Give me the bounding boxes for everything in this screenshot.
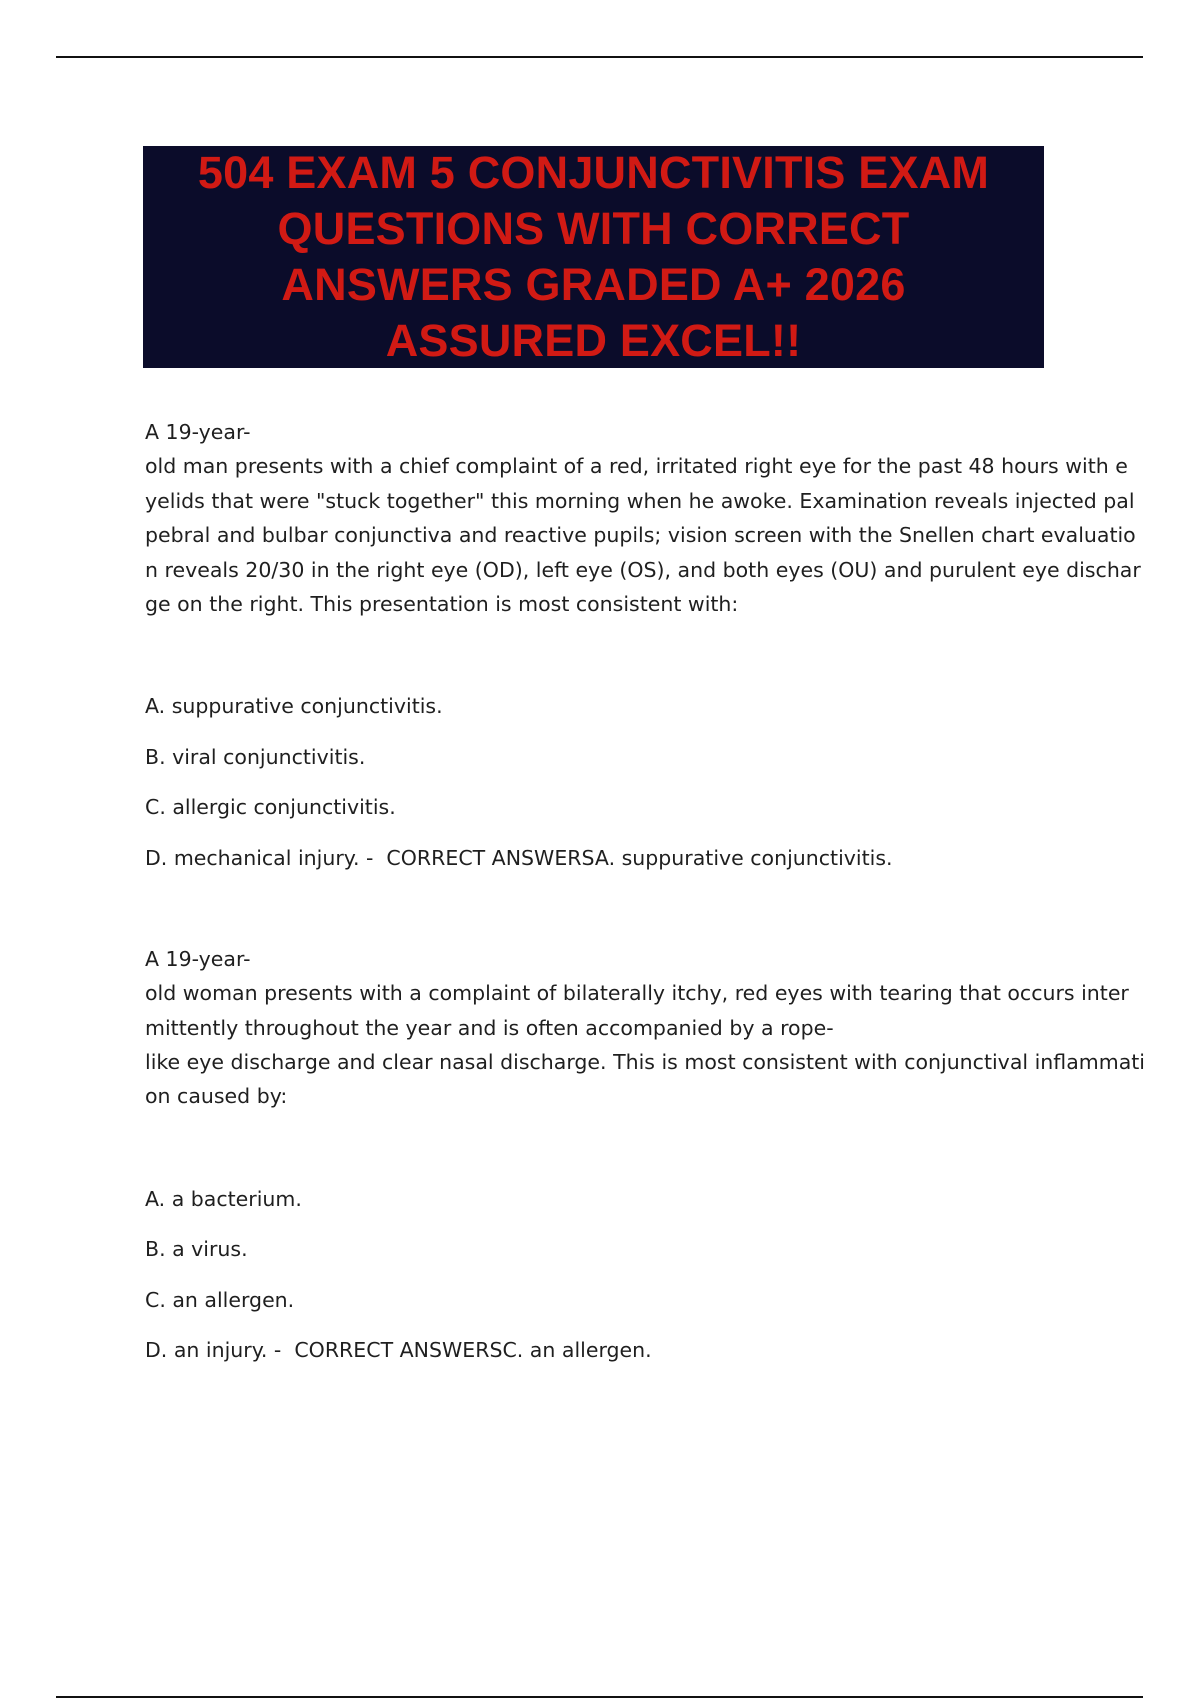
- option-d-with-answer: D. an injury. - CORRECT ANSWERSC. an allergen.: [145, 1338, 652, 1363]
- question-1: [145, 415, 1141, 873]
- header-rule: [56, 56, 1143, 58]
- stem-line: yelids that were "stuck together" this morning when he awoke. Examination reveals injected pal: [145, 488, 1135, 513]
- stem-line: A 19-year-: [145, 420, 251, 444]
- option-c: C. an allergen.: [145, 1287, 295, 1312]
- stem-line: on caused by:: [145, 1084, 288, 1109]
- stem-line: like eye discharge and clear nasal discharge. This is most consistent with conjunctival inflammati: [145, 1050, 1145, 1075]
- document-body: [145, 415, 1145, 1386]
- document-title: [164, 145, 1024, 369]
- option-a: A. a bacterium.: [145, 1186, 302, 1211]
- question-2: [145, 942, 1145, 1365]
- option-d-with-answer: D. mechanical injury. - CORRECT ANSWERSA. suppurative conjunctivitis.: [145, 845, 893, 870]
- title-line: QUESTIONS WITH CORRECT: [277, 203, 910, 254]
- stem-line: old woman presents with a complaint of bilaterally itchy, red eyes with tearing that occurs inter: [145, 981, 1129, 1006]
- question-stem: [145, 942, 1145, 1114]
- stem-line: pebral and bulbar conjunctiva and reactive pupils; vision screen with the Snellen chart evaluatio: [145, 523, 1136, 548]
- option-b: B. viral conjunctivitis.: [145, 744, 366, 769]
- stem-line: mittently throughout the year and is often accompanied by a rope-: [145, 1015, 834, 1040]
- title-line: 504 EXAM 5 CONJUNCTIVITIS EXAM: [197, 147, 990, 198]
- title-line: ASSURED EXCEL!!: [385, 315, 802, 366]
- stem-line: A 19-year-: [145, 946, 251, 971]
- option-b: B. a virus.: [145, 1237, 248, 1262]
- stem-line: n reveals 20/30 in the right eye (OD), left eye (OS), and both eyes (OU) and purulent eye dischar: [145, 557, 1141, 582]
- title-line: ANSWERS GRADED A+ 2026: [281, 259, 906, 310]
- question-stem: [145, 415, 1141, 621]
- footer-rule: [56, 1696, 1143, 1698]
- title-banner: [143, 146, 1044, 368]
- stem-line: ge on the right. This presentation is most consistent with:: [145, 591, 739, 616]
- answer-options: [145, 691, 1095, 873]
- option-a: A. suppurative conjunctivitis.: [145, 694, 443, 719]
- stem-line: old man presents with a chief complaint of a red, irritated right eye for the past 48 hours with e: [145, 454, 1128, 479]
- answer-options: [145, 1184, 1095, 1366]
- option-c: C. allergic conjunctivitis.: [145, 795, 396, 820]
